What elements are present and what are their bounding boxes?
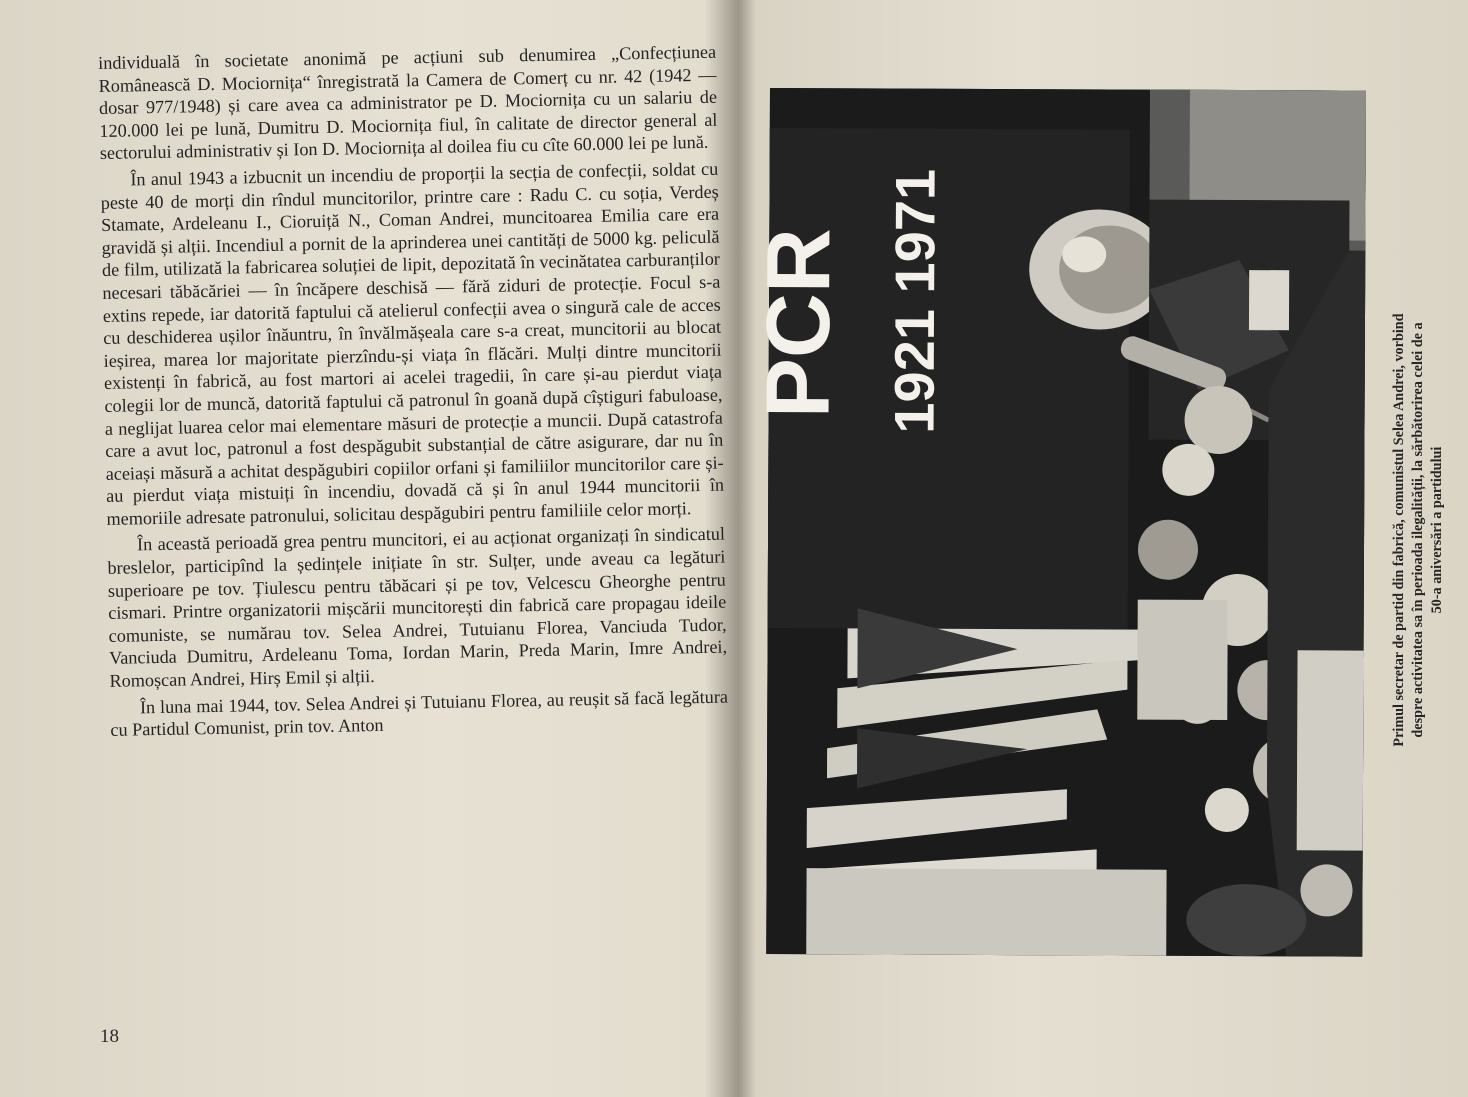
photo-illustration <box>748 88 1366 957</box>
banner-letters: PCR <box>748 227 850 419</box>
page-number: 18 <box>100 1026 119 1047</box>
paragraph-1: individuală în societate anonimă pe acțiuni sub denumirea „Confecțiunea Românească D. Mociornița“ înregistrată la Camera de Comerț cu nr. 42 (1942 — dosar 977/1948) și care avea ca administrator pe D. Mociornița cu un salariu de 120.000 lei pe lună, Dumitru D. Mociornița fiul, în calitate de director general al sectorului administrativ și Ion D. Mociornița al doilea fiu cu cîte 60.000 lei pe lună. <box>98 41 718 164</box>
caption-line-2: despre activitatea sa în perioada ilegalității, la sărbătorirea celei de a <box>1410 322 1426 738</box>
banner-years: 1921 1971 <box>882 168 947 434</box>
right-page <box>748 0 1468 1097</box>
body-text <box>98 41 729 742</box>
paragraph-4: În luna mai 1944, tov. Selea Andrei și Tutuianu Florea, au reușit să facă legătura cu Partidul Comunist, prin tov. Anton <box>110 686 729 741</box>
photograph <box>748 88 1366 957</box>
caption-line-1: Primul secretar de partid din fabrică, comunistul Selea Andrei, vorbind <box>1391 313 1407 747</box>
paragraph-3: În această perioadă grea pentru muncitori, ei au acționat organizați în sindicatul breslelor, participînd la ședințele inițiate în str. Sulțer, unde aveau ca legături superioare pe tov. Țiulescu pentru tăbăcari și pe tov, Velcescu Gheorghe pentru cismari. Printre organizatorii mișcării muncitorești din fabrică care propagau ideile comuniste, se numărau tov. Selea Andrei, Tutuianu Florea, Vanciuda Tudor, Vanciuda Dumitru, Ardeleanu Toma, Iordan Marin, Preda Marin, Imre Andrei, Romoșcan Andrei, Hirș Emil și alții. <box>107 524 728 691</box>
photo-caption <box>1372 140 1462 940</box>
paragraph-2: În anul 1943 a izbucnit un incendiu de proporții la secția de confecții, soldat cu peste 40 de morți din rîndul muncitorilor, printre care : Radu C. cu soția, Verdeș Stamate, Ardeleanu I., Cioruiță N., Coman Andrei, muncitoarea Emilia care era gravidă și alții. Incendiul a pornit de la aprinderea unei cantități de 5000 kg. peliculă de film, utilizată la fabricarea soluției de lipit, depozitată în vecinătatea carburanților necesari tăbăcăriei — în încăpere deschisă — fără ziduri de protecție. Focul s-a extins repede, iar datorită faptului că atelierul confecții avea o singură cale de acces cu deschiderea ușilor înăuntru, în învălmășeala care s-a creat, muncitorii au blocat ieșirea, marea lor majoritate pierzîndu-și viața în flăcări. Mulți dintre muncitorii existenți în fabrică, au fost martori ai acelei tragedii, în care și-au pierdut viața colegii lor de muncă, datorită faptului că patronul în goană după cîștiguri fabuloase, a neglijat luarea celor mai elementare măsuri de protecție a muncii. După catastrofa care a avut loc, patronul a fost despăgubit substanțial de către asigurare, dar nu în aceiași măsură a achitat despăgubiri copiilor orfani și familiilor muncitorilor care și-au pierdut viața mistuiți în incendiu, dovadă că și în anul 1944 muncitorii în memoriile adresate patronului, solicitau despăgubiri pentru familiile celor morți. <box>100 158 725 529</box>
caption-line-3: 50-a aniversări a partidului <box>1429 446 1445 614</box>
